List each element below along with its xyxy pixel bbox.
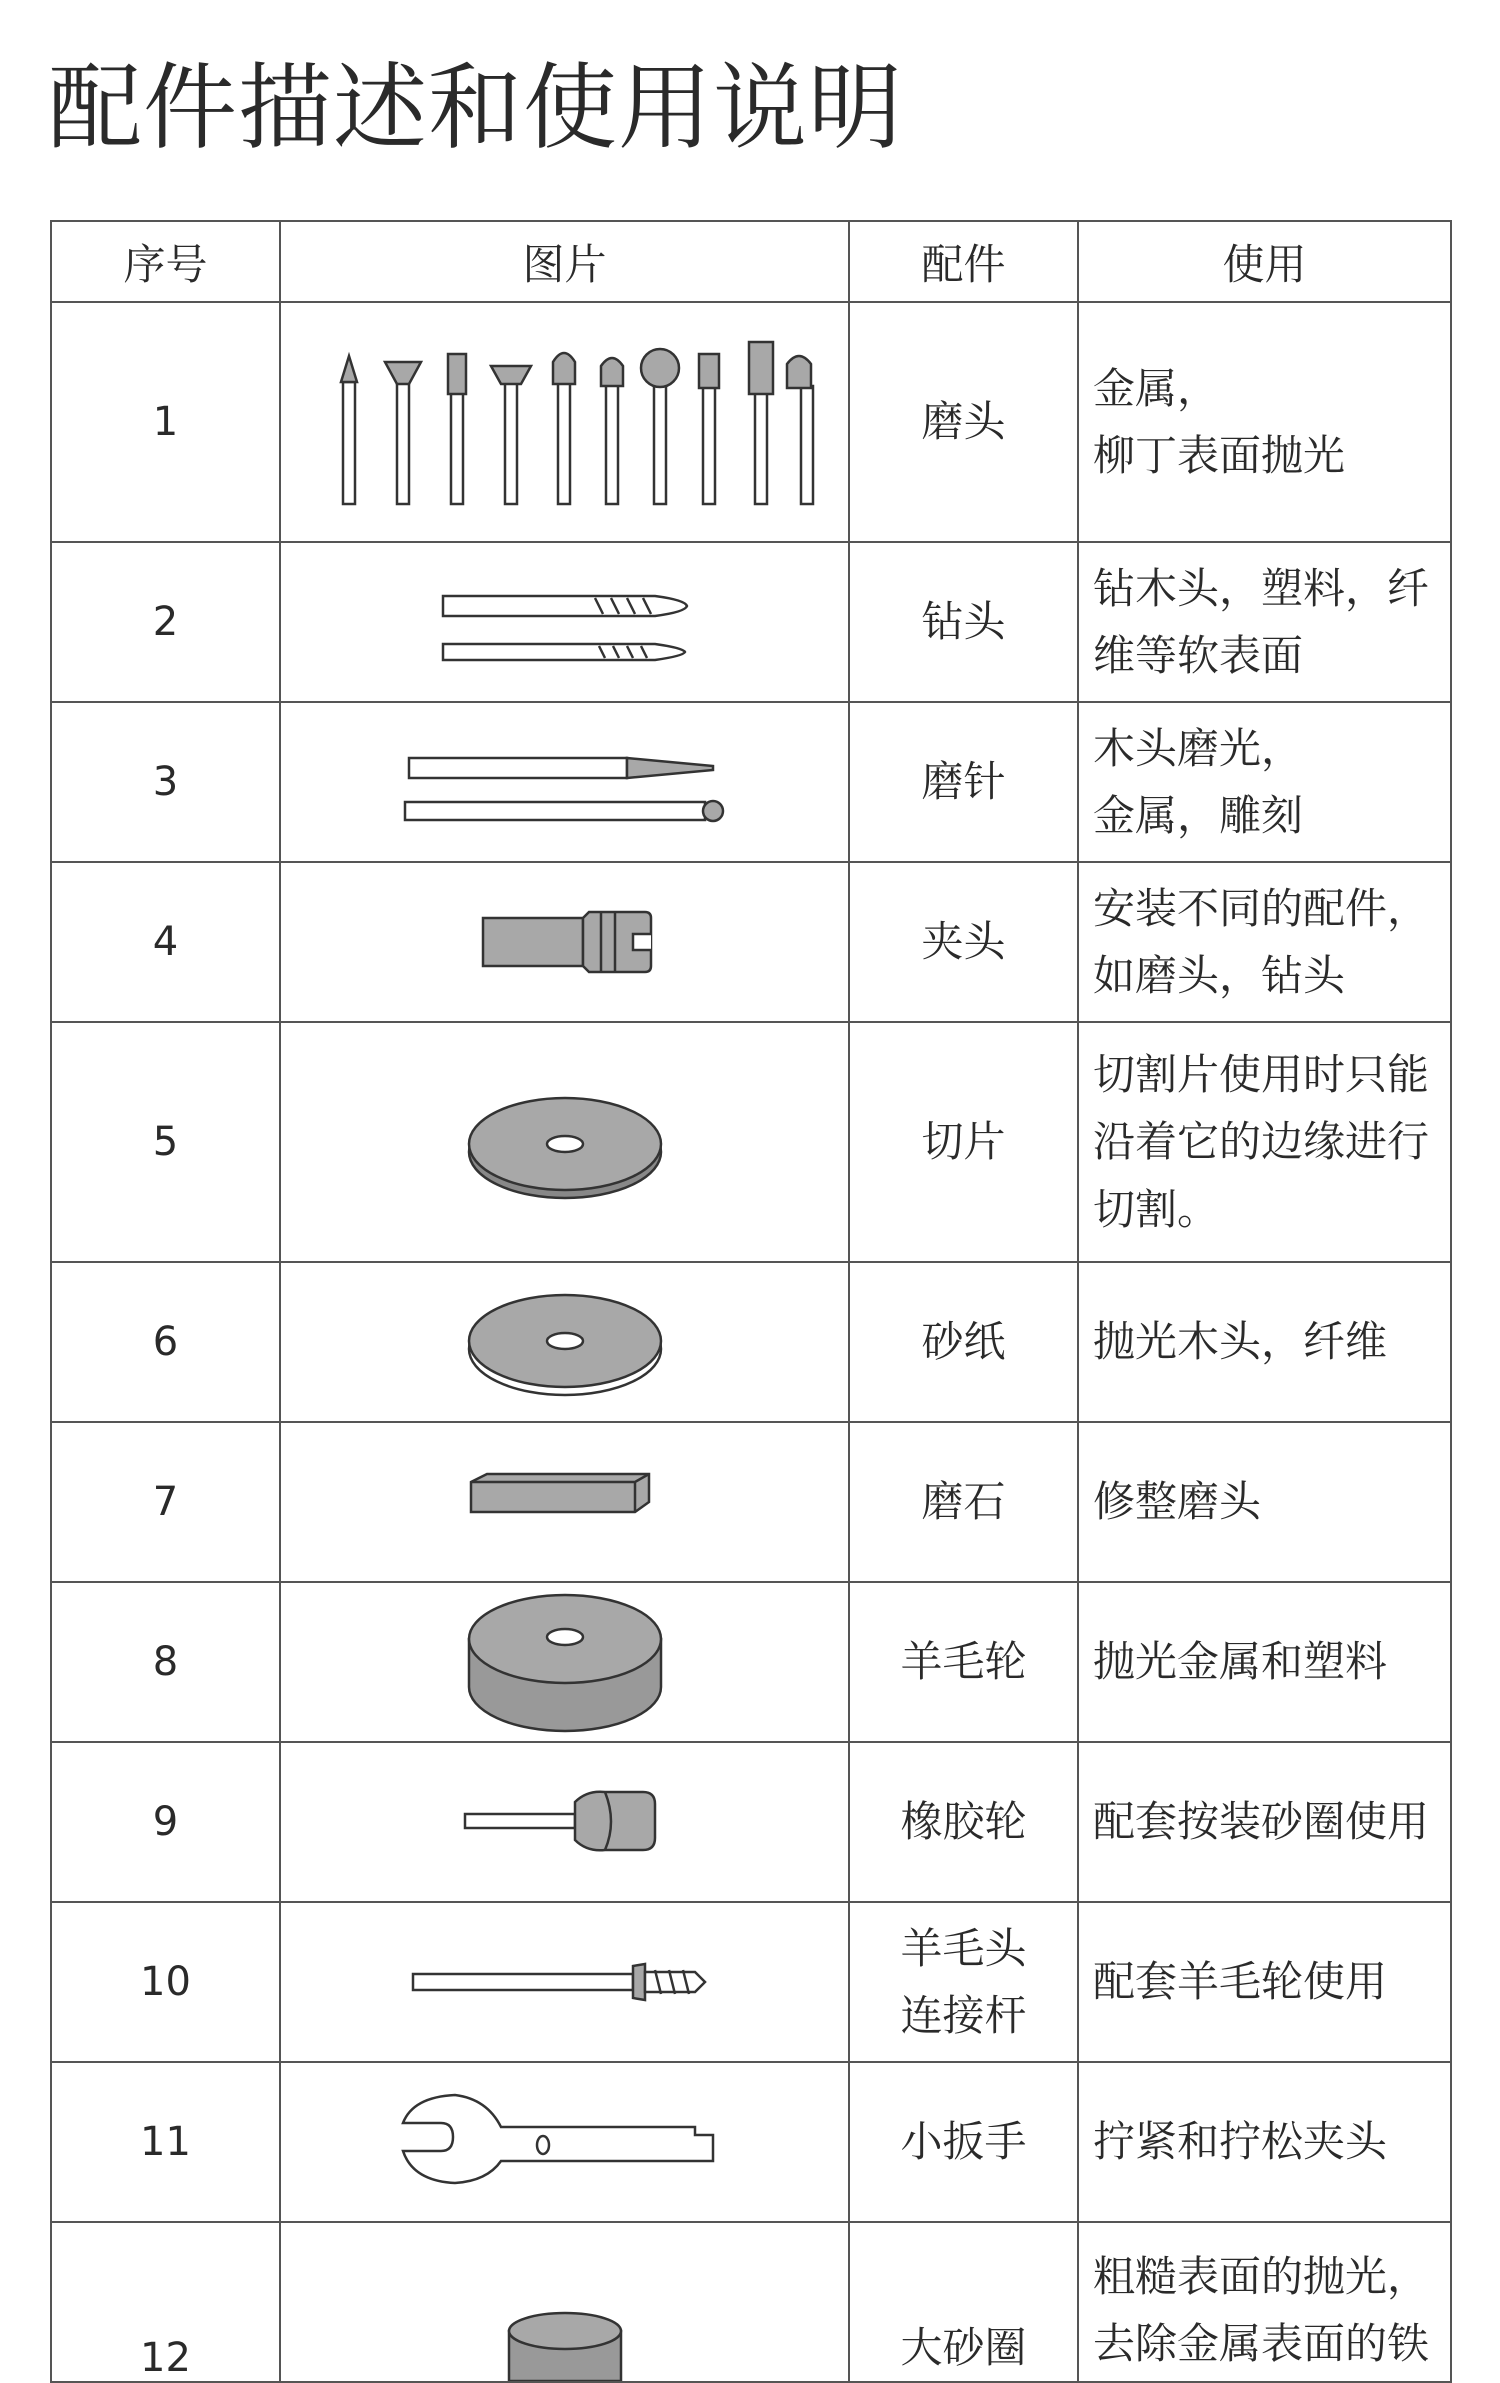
row-num: 8: [51, 1582, 280, 1742]
row-picture: [280, 1422, 849, 1582]
table-row: [51, 1742, 1451, 1902]
row-num: 11: [51, 2062, 280, 2222]
row-use: [1078, 2062, 1451, 2222]
table-row: [51, 542, 1451, 702]
table-row: [51, 2062, 1451, 2222]
sanding-band-icon: [495, 2301, 635, 2381]
header-num: 序号: [51, 221, 280, 302]
row-picture: [280, 2062, 849, 2222]
row-use-text: 配套羊毛轮使用: [1093, 1957, 1388, 2007]
rubber-wheel-icon: [455, 1772, 675, 1872]
table-row: [51, 1902, 1451, 2062]
cutting-disc-icon: [455, 1072, 675, 1212]
row-use-text: 金属， 柳丁表面抛光: [1093, 363, 1346, 480]
row-part-name: 磨针: [849, 702, 1078, 862]
felt-mandrel-icon: [405, 1942, 725, 2022]
header-part: 配件: [849, 221, 1078, 302]
row-part-name: 钻头: [849, 542, 1078, 702]
row-picture: [280, 542, 849, 702]
table-row: [51, 702, 1451, 862]
row-num: 3: [51, 702, 280, 862]
row-num: 10: [51, 1902, 280, 2062]
row-use: [1078, 2222, 1451, 2382]
row-use-text: 木头磨光， 金属，雕刻: [1093, 723, 1304, 840]
drill-bits-icon: [415, 572, 715, 672]
row-use-text: 修整磨头: [1093, 1477, 1262, 1527]
row-part-name: 小扳手: [849, 2062, 1078, 2222]
row-use: [1078, 1742, 1451, 1902]
row-num: 9: [51, 1742, 280, 1902]
page-title: 配件描述和使用说明: [48, 54, 904, 163]
table-row: [51, 862, 1451, 1022]
row-picture: [280, 302, 849, 542]
table-row: [51, 1022, 1451, 1262]
row-use-text: 拧紧和拧松夹头: [1093, 2117, 1388, 2167]
row-part-name: 磨石: [849, 1422, 1078, 1582]
row-part-name: 夹头: [849, 862, 1078, 1022]
row-use-text: 配套按装砂圈使用: [1093, 1797, 1430, 1847]
wrench-icon: [395, 2077, 735, 2207]
row-num: 4: [51, 862, 280, 1022]
collet-chuck-icon: [465, 892, 665, 992]
row-use: [1078, 1022, 1451, 1262]
row-num: 2: [51, 542, 280, 702]
row-picture: [280, 1742, 849, 1902]
row-num: 12: [51, 2222, 280, 2382]
row-num: 7: [51, 1422, 280, 1582]
row-picture: [280, 1902, 849, 2062]
table-row: [51, 2222, 1451, 2382]
row-use: [1078, 1902, 1451, 2062]
row-use-text: 钻木头，塑料，纤 维等软表面: [1093, 563, 1430, 680]
row-num: 6: [51, 1262, 280, 1422]
row-picture: [280, 2222, 849, 2382]
row-picture: [280, 1022, 849, 1262]
table-row: [51, 1262, 1451, 1422]
row-part-name: 大砂圈: [849, 2222, 1078, 2382]
header-picture: 图片: [280, 221, 849, 302]
row-use: [1078, 1422, 1451, 1582]
row-use: [1078, 702, 1451, 862]
row-use-text: 安装不同的配件， 如磨头，钻头: [1093, 883, 1430, 1000]
row-part-name: 切片: [849, 1022, 1078, 1262]
row-use-text: 抛光金属和塑料: [1093, 1637, 1388, 1687]
row-use: [1078, 542, 1451, 702]
row-picture: [280, 862, 849, 1022]
table-header-row: [51, 221, 1451, 302]
row-use: [1078, 862, 1451, 1022]
row-part-name: 羊毛头 连接杆: [849, 1902, 1078, 2062]
row-use-text: 粗糙表面的抛光， 去除金属表面的铁: [1093, 2252, 1430, 2369]
row-use-text: 切割片使用时只能 沿着它的边缘进行 切割。: [1093, 1050, 1430, 1234]
felt-wheel-icon: [455, 1587, 675, 1737]
row-part-name: 磨头: [849, 302, 1078, 542]
table-row: [51, 302, 1451, 542]
row-picture: [280, 702, 849, 862]
row-picture: [280, 1262, 849, 1422]
accessories-table: [50, 220, 1452, 2383]
row-use: [1078, 1582, 1451, 1742]
row-use: [1078, 1262, 1451, 1422]
row-part-name: 砂纸: [849, 1262, 1078, 1422]
table-row: [51, 1582, 1451, 1742]
row-num: 5: [51, 1022, 280, 1262]
grinding-heads-set-icon: [315, 322, 815, 522]
sanding-disc-icon: [455, 1277, 675, 1407]
row-use-text: 抛光木头，纤维: [1093, 1317, 1388, 1367]
row-use: [1078, 302, 1451, 542]
table-row: [51, 1422, 1451, 1582]
engraving-needles-icon: [395, 732, 735, 832]
row-part-name: 橡胶轮: [849, 1742, 1078, 1902]
row-part-name: 羊毛轮: [849, 1582, 1078, 1742]
row-num: 1: [51, 302, 280, 542]
whetstone-icon: [465, 1462, 665, 1542]
row-picture: [280, 1582, 849, 1742]
header-use: 使用: [1078, 221, 1451, 302]
